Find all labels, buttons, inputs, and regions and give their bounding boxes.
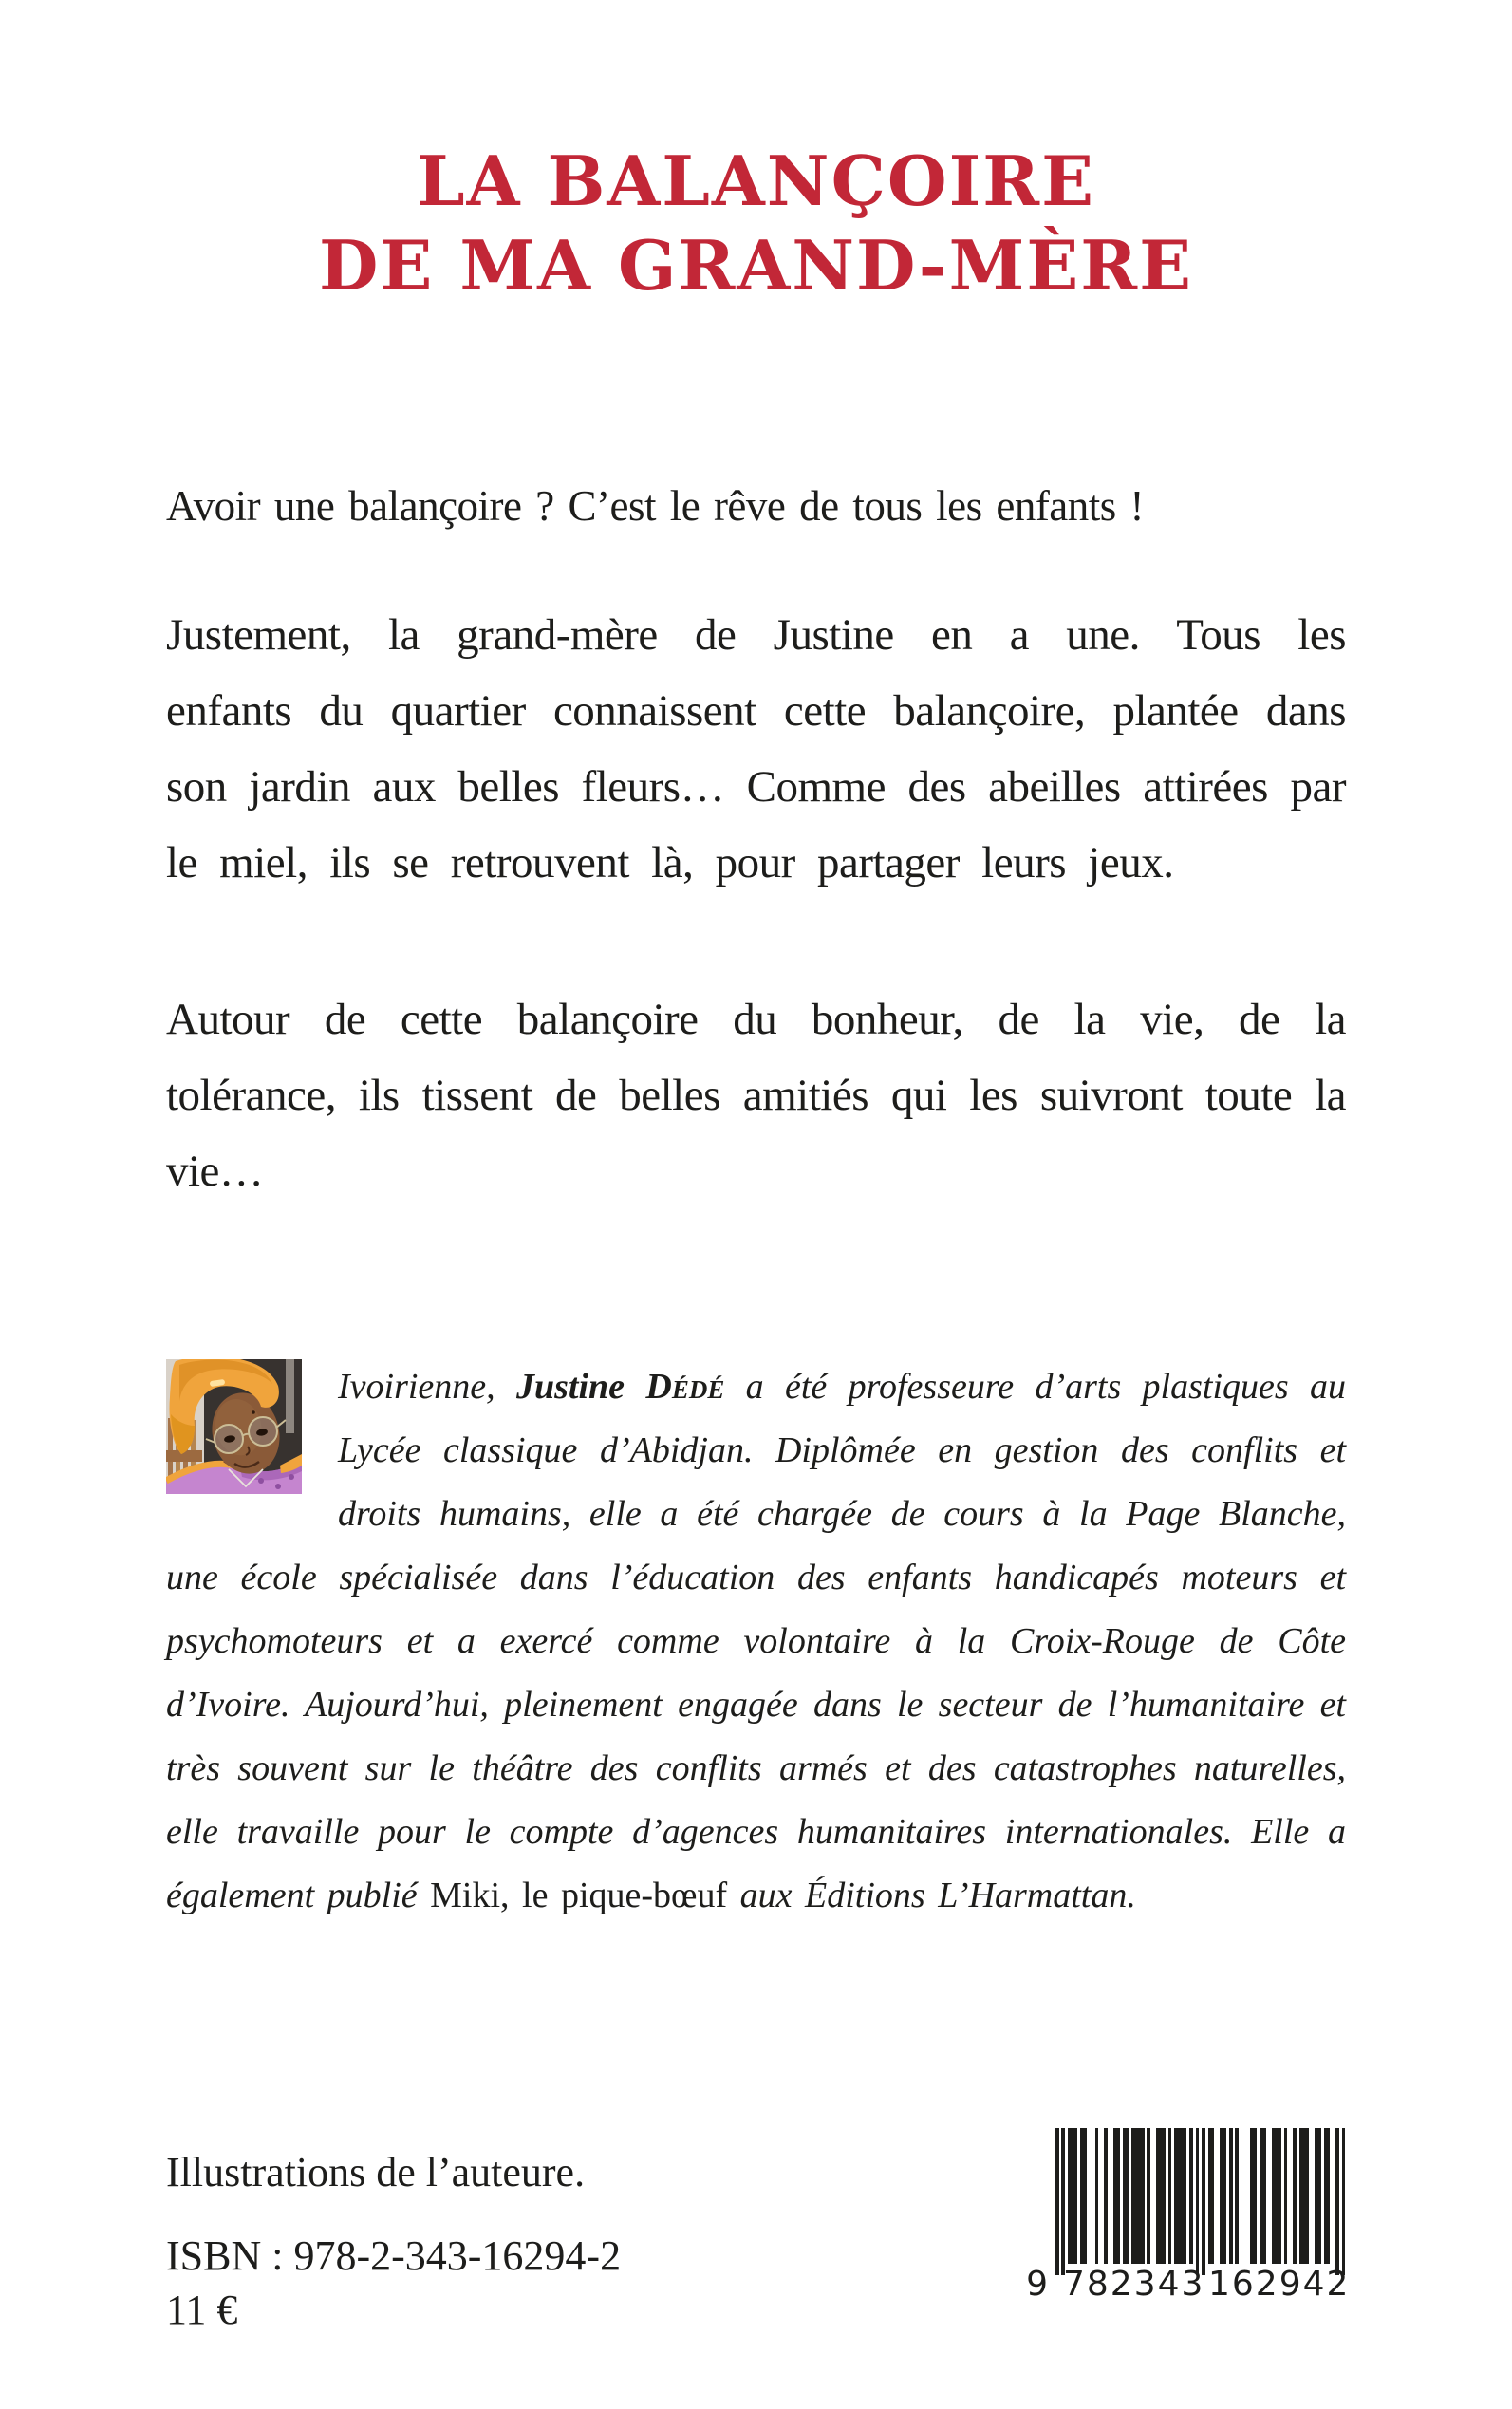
barcode-group-2: 162942 [1208, 2265, 1351, 2304]
bio-book-title: Miki, le pique-bœuf [430, 1876, 728, 1915]
barcode-group-1: 782343 [1063, 2265, 1205, 2304]
illustrations-credit: Illustrations de l’auteure. [166, 2149, 586, 2195]
bio-text-a: a été professeure d’arts plastiques au Lycée classique d’Abidjan. Diplômée en gestion des conflits et droits humains, elle a été chargée de cours à la Page Blanche, une école spécialisée dans l’éducation des enfants handicapés moteurs et psychomoteurs et a exercé comme volontaire à la Croix-Rouge de Côte d’Ivoire. Aujourd’hui, pleinement engagée dans le secteur de l’humanitaire et très souvent sur le théâtre des conflits armés et des catastrophes naturelles, elle travaille pour le compte d’agences humanitaires internationales. Elle a également publié [166, 1367, 1347, 1915]
author-last-name: Dédé [645, 1367, 725, 1407]
author-biography [166, 1355, 1346, 1928]
bio-intro: Ivoirienne, [338, 1367, 516, 1407]
blurb-paragraph-2: Justement, la grand-mère de Justine en a une. Tous les enfants du quartier connaissent cette balançoire, plantée dans son jardin aux belles fleurs… Comme des abeilles attirées par le miel, ils se retrouvent là, pour partager leurs jeux. [166, 610, 1346, 887]
blurb-paragraph-3: Autour de cette balançoire du bonheur, de la vie, de la tolérance, ils tissent de belles amitiés qui les suivront toute la vie… [166, 995, 1346, 1196]
book-title-line2: DE MA GRAND-MÈRE [319, 225, 1193, 306]
author-first-name: Justine [516, 1367, 646, 1407]
barcode-digits [980, 2265, 1359, 2304]
isbn-barcode [1026, 2128, 1351, 2304]
barcode-bars [1055, 2128, 1345, 2275]
author-photo [166, 1359, 302, 1494]
isbn-text: ISBN : 978-2-343-16294-2 [166, 2232, 622, 2279]
barcode-first-digit: 9 [1026, 2265, 1048, 2304]
price-text: 11 € [166, 2287, 238, 2333]
blurb-paragraph-1: Avoir une balançoire ? C’est le rêve de tous les enfants ! [166, 482, 1145, 530]
book-title-line1: LA BALANÇOIRE [417, 140, 1095, 221]
bio-text-b: aux Éditions L’Harmattan. [727, 1876, 1136, 1915]
book-title [0, 139, 1512, 308]
